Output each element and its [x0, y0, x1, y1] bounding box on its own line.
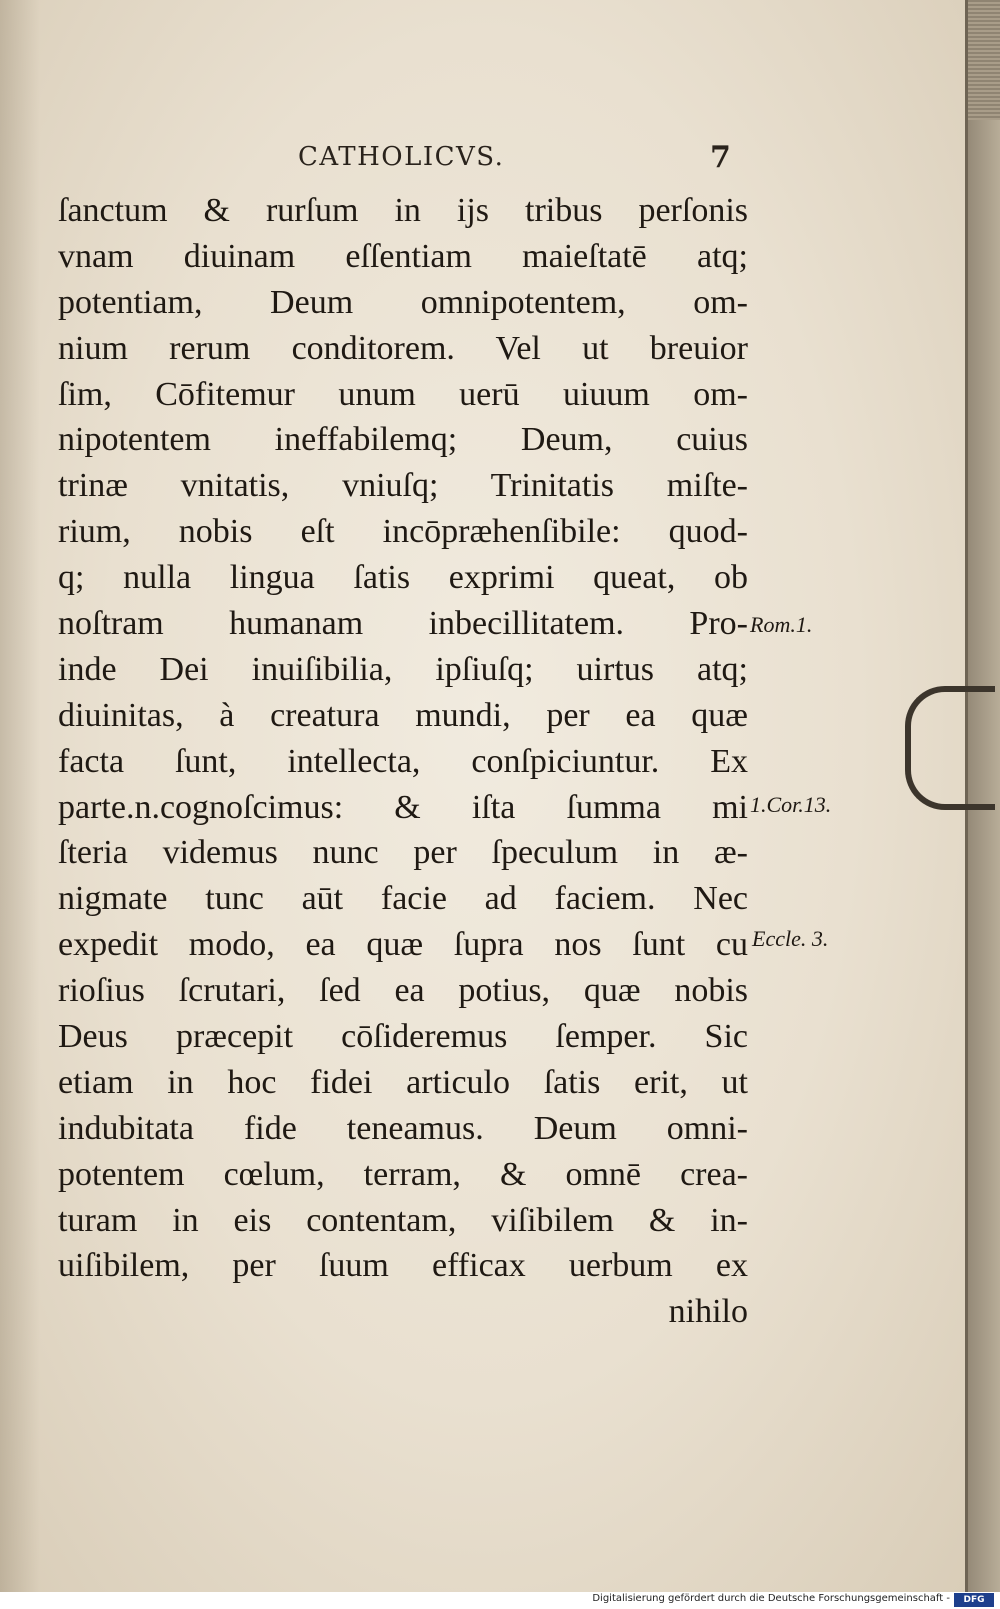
text-line: turam in eis contentam, viſibilem & in-	[58, 1201, 748, 1239]
text-line: rioſius ſcrutari, ſed ea potius, quæ nobis	[58, 972, 748, 1010]
book-clasp	[905, 686, 995, 810]
margin-note-rom: Rom.1.	[750, 612, 813, 637]
text-line: ſanctum & rurſum in ijs tribus perſonis	[58, 192, 748, 229]
text-line: indubitata fide teneamus. Deum omni-	[58, 1109, 748, 1147]
text-line: expedit modo, ea quæ ſupra nos ſunt cu	[58, 926, 748, 964]
body-text	[58, 188, 748, 1335]
text-line: etiam in hoc fidei articulo ſatis erit, ut	[58, 1063, 748, 1101]
text-line: noſtram humanam inbecillitatem. Pro-	[58, 605, 748, 643]
dfg-logo: DFG	[954, 1593, 994, 1607]
text-line: q; nulla lingua ſatis exprimi queat, ob	[58, 559, 748, 597]
running-head	[0, 142, 968, 182]
text-line: facta ſunt, intellecta, conſpiciuntur. Ex	[58, 742, 748, 780]
text-line: Deus præcepit cōſideremus ſemper. Sic	[58, 1018, 748, 1056]
text-line: uiſibilem, per ſuum efficax uerbum ex	[58, 1247, 748, 1285]
text-line: diuinitas, à creatura mundi, per ea quæ	[58, 696, 748, 734]
text-line: rium, nobis eſt incōpræhenſibile: quod-	[58, 513, 748, 551]
text-line: nipotentem ineffabilemq; Deum, cuius	[58, 421, 748, 459]
text-line: potentem cœlum, terram, & omnē crea-	[58, 1155, 748, 1193]
footer-bar	[0, 1592, 1000, 1609]
catchword: nihilo	[668, 1293, 748, 1331]
footer-credit: Digitalisierung gefördert durch die Deutsche Forschungsgemeinschaft -	[592, 1593, 950, 1604]
text-line: ſim, Cōfitemur unum uerū uiuum om-	[58, 375, 748, 413]
text-line: vnam diuinam eſſentiam maieſtatē atq;	[58, 237, 748, 275]
text-line: potentiam, Deum omnipotentem, om-	[58, 283, 748, 321]
text-line: trinæ vnitatis, vniuſq; Trinitatis miſte-	[58, 467, 748, 505]
margin-note-cor: 1.Cor.13.	[750, 792, 832, 817]
margin-note-eccle: Eccle. 3.	[752, 926, 829, 951]
text-line: inde Dei inuiſibilia, ipſiuſq; uirtus atq;	[58, 650, 748, 688]
running-head-title: CATHOLICVS.	[298, 142, 505, 172]
page-number: 7	[710, 140, 731, 175]
text-line: nigmate tunc aūt facie ad faciem. Nec	[58, 880, 748, 918]
text-line: ſteria videmus nunc per ſpeculum in æ-	[58, 834, 748, 872]
text-line: nium rerum conditorem. Vel ut breuior	[58, 329, 748, 367]
text-line: parte.n.cognoſcimus: & iſta ſumma mi	[58, 788, 748, 826]
